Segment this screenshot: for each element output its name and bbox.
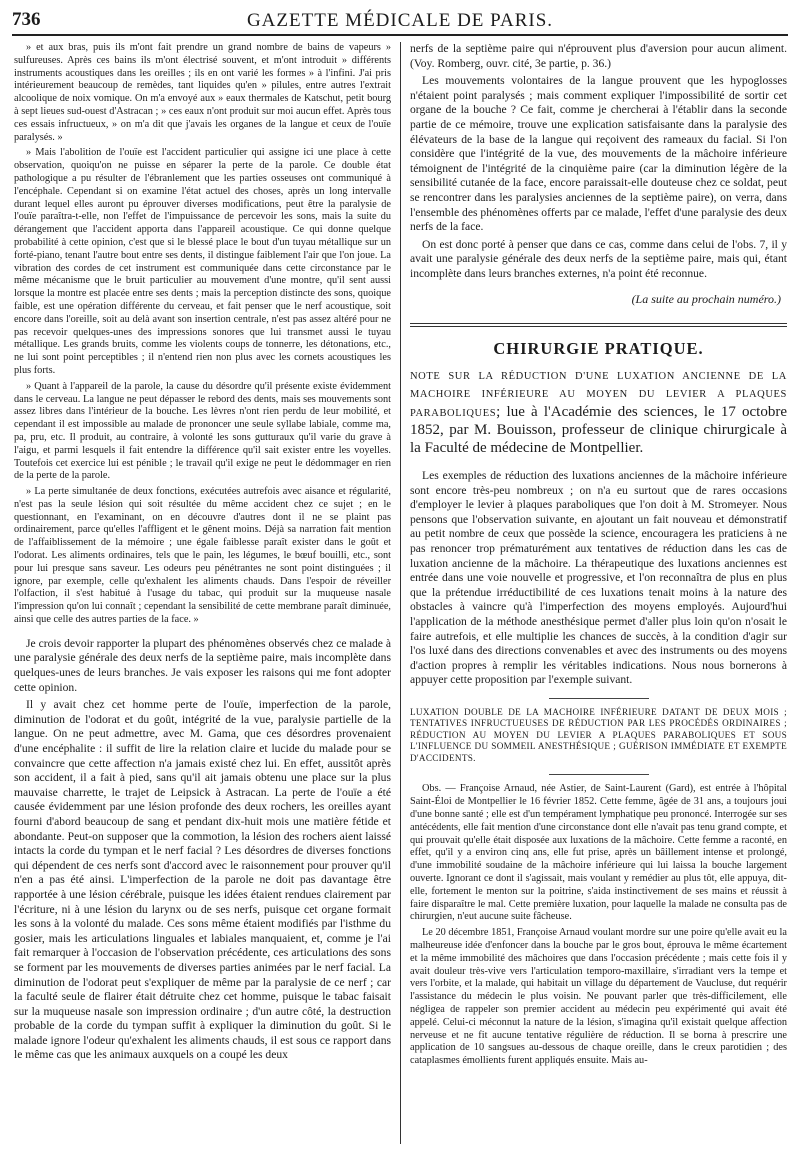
observation-heading: LUXATION DOUBLE DE LA MACHOIRE INFÉRIEURE DATANT DE DEUX MOIS ; TENTATIVES INFRUCTUEUSES DE RÉDUCTION PAR LES PROCÉDÉS ORDINAIRES ; RÉDUCTION AU MOYEN DU LEVIER A PLAQUES PARABOLIQUES ET SOUS L'INFLUENCE DU SOMMEIL ANESTHÉSIQUE ; GUÉRISON IMMÉDIATE ET EXEMPTE D'ACCIDENTS.: [410, 706, 787, 763]
body-paragraph: Il y avait chez cet homme perte de l'ouïe, imperfection de la parole, diminution de l'odorat et du goût, intégrité de la vue, paralysie partielle de la langue. On ne peut admettre, avec M. Gama, que ces désordres provenaient d'une encéphalite : il suffit de lire la relation claire et lucide du malade pour se convaincre que cette affection n'a jamais existé chez lui. En effet, aussitôt après son accident, il a fait à pied, sans qu'il ait jamais obtenu une place sur la plus mauvaise charrette, le trajet de Leipsick à Astracan. La perte de l'ouïe a été causée évidemment par une lésion profonde des deux rochers, les oreilles ayant fourni d'abord beaucoup de sang et pendant dix-huit mois une matière fétide et abondante. Peut-on supposer que la commotion, la lésion des rochers aient laissé intacts la corde du tympan et le nerf facial ? Les désordres de diverses fonctions qui dépendent de ces nerfs sont d'accord avec le raisonnement pour prouver qu'il n'en a pas été ainsi. L'imperfection de la parole ne doit pas davantage être rapportée à une lésion cérébrale, puisque les idées étaient rendues clairement par l'écriture, ni à une lésion du larynx ou de ses nerfs, puisque cet organe formait les sons à la volonté du malade. Ces sons même étaient modifiés par l'isthme du gosier, mais les articulations linguales et labiales manquaient, et, comme je l'ai fait remarquer à l'occasion de l'observation précédente, ces articulations des sons se forment par les mouvements de diverses parties animées par le nerf facial. La diminution de l'odorat peut s'expliquer de même par la paralysie de ce nerf ; car la faculté seule de flairer était détruite chez cet homme, puisque le tabac faisait sur la muqueuse nasale son impression ordinaire ; d'un autre côté, la destruction probable de la corde du tympan suffit à expliquer la diminution du goût. Si le malade ignore l'odeur qu'exhalent les aliments chauds, il est sous ce rapport dans le même cas que les animaux auxquels on a coupé les deux: [14, 698, 391, 1062]
column-divider: [400, 42, 401, 1144]
page-header: [12, 8, 788, 36]
article-title-rest: ; lue à l'Académie des sciences, le 17 octobre 1852, par M. Bouisson, professeur de clinique chirurgicale à la Faculté de médecine de Montpellier.: [410, 403, 787, 456]
article-title: [410, 367, 787, 458]
left-column: [14, 42, 391, 1142]
quote-paragraph: » La perte simultanée de deux fonctions, exécutées autrefois avec aisance et régularité, n'est pas la seule lésion qui soit résultée du même accident chez ce sujet ; en le questionnant, en l'examinant, on en découvre d'autres dont il ne se plaint pas ordinairement, parce qu'elles l'affligent et le gênent moins. Déjà sa narration fait mention de l'affaiblissement de la mémoire ; une égale faiblesse paraît exister dans le goût et l'odorat. Les aliments ordinaires, tels que le pain, les légumes, le bœuf bouilli, etc., sont pour lui presque sans saveur. Les odeurs peu pénétrantes ne sont point distinguées ; il ignore, par exemple, celle qu'exhalent les aliments chauds. Dans l'espoir de réveiller l'olfaction, il s'est habitué à l'usage du tabac, qui produit sur la muqueuse nasale l'impression qu'on lui connaît ; cependant la sensibilité de cette membrane paraît diminuée, ainsi que celle des autres parties de la face. »: [14, 486, 391, 626]
quote-paragraph: » et aux bras, puis ils m'ont fait prendre un grand nombre de bains de vapeurs » sulfureuses. Après ces bains ils m'ont électrisé souvent, et m'ont introduit » différents instruments acoustiques dans les oreilles ; ils en ont varié les formes » à l'infini. J'ai pris intérieurement beaucoup de remèdes, tant liquides qu'en » pilules, entre autres l'extrait alcoolique de noix vomique. On m'a envoyé aux » eaux thermales de Katschut, petit bourg à sept lieues sud-ouest d'Astracan ; » ces eaux n'ont produit sur moi aucun effet. Après tous ces essais infructueux, » on m'a dit que j'avais les organes de la langue et ceux de l'ouïe paralysés. »: [14, 42, 391, 143]
observation-paragraph: Obs. — Françoise Arnaud, née Astier, de Saint-Laurent (Gard), est entrée à l'hôpital Saint-Éloi de Montpellier le 16 février 1852. Cette femme, âgée de 31 ans, a toujours joui d'une bonne santé ; elle est d'un tempérament lymphatique peu prononcé. Interrogée sur ses antécédents, elle fait mention d'une circonstance dont elle n'avait pas tenu grand compte, et qui prouvait qu'elle était disposée aux luxations de la mâchoire. Cette femme a raconté, en effet, qu'il y a environ cinq ans, elle fut prise, après un bâillement intense et prolongé, d'une immobilité soudaine de la mâchoire inférieure qui lui laissa la bouche largement ouverte. Ignorant ce dont il s'agissait, mais voulant y remédier au plus tôt, elle appuya, dit-elle, fortement le menton sur la poitrine, s'aida instinctivement de ses mains et réussit à faire disparaître le mal. Cette première luxation, pour laquelle la malade ne consulta pas de chirurgien, n'eut aucune suite fâcheuse.: [410, 783, 787, 923]
quote-paragraph: » Mais l'abolition de l'ouïe est l'accident particulier qui assigne ici une place à cette observation, quoiqu'on ne puisse en séparer la perte de la parole. Ce double état pathologique a pu résulter de l'ébranlement que les parties osseuses ont communiqué à l'encéphale. Cependant si on examine l'état actuel des choses, après un long intervalle durant lequel elles auront pu éprouver diverses modifications, peut être la paralysie de l'ouïe paraîtra-t-elle, non l'effet de l'impuissance de percevoir les sons, mais la suite du dérangement que l'accident apporta dans l'appareil acoustique. Ce qui donne quelque probabilité à cette opinion, c'est que si le blessé place le bout d'un tuyau métallique sur un forté-piano, tenant l'autre bout entre ses dents, il distingue faiblement l'air que l'on joue. La vibration des cordes de cet instrument est communiquée dans cette circonstance par le même mécanisme que le bruit particulier au mouvement d'une montre, qu'il sent aussi lorsque la montre est placée entre ses dents ; mais la perception distincte des sons, quoique faible, est une opération différente du cerveau, et fait penser que le nerf acoustique, soit encore dans l'oreille, soit au delà avant son insertion centrale, n'est pas assez altéré pour ne pas recevoir quelques-unes des impressions sonores que lui transmet aussi le tuyau métallique. Les grands bruits, comme les violents coups de tonnerre, les détonations, etc., ne lui sont point perceptibles ; il n'entend rien non plus avec les cornets acoustiques les plus forts.: [14, 147, 391, 376]
section-title: CHIRURGIE PRATIQUE.: [493, 338, 704, 358]
short-divider: [549, 774, 649, 775]
quote-paragraph: » Quant à l'appareil de la parole, la cause du désordre qu'il présente existe évidemment dans le cerveau. La langue ne peut dépasser le rebord des dents, mais ses mouvements sont assez libres dans l'intérieur de la bouche. Les lèvres n'ont rien perdu de leur mobilité, et cependant il est impossible au malade de prononcer une seule syllabe labiale, comme ma, pa, pru, etc. Il produit, au contraire, à volonté les sons gutturaux qu'il varie du grave à l'aigu, et parmi lesquels il fait entendre la différence qu'il sait exister entre les voyelles. Toutefois cet exercice lui est pénible ; le travail qu'il exige ne peut le dédommager en rien de la perte de la parole.: [14, 380, 391, 482]
continuation-note: (La suite au prochain numéro.): [631, 291, 781, 306]
journal-title: GAZETTE MÉDICALE DE PARIS.: [246, 10, 554, 31]
body-paragraph: Les mouvements volontaires de la langue prouvent que les hypoglosses n'étaient point paralysés ; mais comment expliquer l'impossibilité de sortir cet organe de la bouche ? Ce fait, comme je chercherai à l'établir dans la seconde partie de ce mémoire, trouve une explication satisfaisante dans la paralysie des élévateurs de la base de la langue qui reçoivent des rameaux du facial. Si l'on considère que l'intégrité de la vue, des mouvements de la mâchoire inférieure témoignent de l'intégrité de la cinquième paire (car la diminution légère de la sensibilité cutanée de la face, encore paraissait-elle douteuse chez ce soldat, peut se rencontrer dans les paralysies anciennes de la septième paire), on verra, dans l'ensemble des phénomènes offerts par ce malade, l'effet d'une paralysie des deux nerfs de la face.: [410, 74, 787, 234]
observation-paragraph: Le 20 décembre 1851, Françoise Arnaud voulant mordre sur une poire qu'elle avait eu la malheureuse idée d'enfoncer dans la bouche par le gros bout, éprouva le même écartement et la même immobilité des mâchoires que dans l'occasion précédente ; mais cette fois il y avait douleur très-vive vers l'articulation temporo-maxillaire, s'irradiant vers la tempe et vers l'orbite, et la malade, qui habitait un village du département de Vaucluse, dut requérir l'assistance du médecin le plus voisin. Ne pouvant parler que très-difficilement, elle négligea de rappeler son premier accident au médecin peu expérimenté qui avait été appelé. Celui-ci méconnut la nature de la lésion, s'imagina qu'il existait quelque affection nerveuse et ne fit aucune tentative régulière de réduction. Il se borna à prescrire une application de 10 sangsues au-dessous de chaque oreille, dans le creux parotidien ; des cataplasmes émollients furent appliqués ensuite. Mais au-: [410, 927, 787, 1067]
page-number: 736: [12, 9, 41, 30]
body-paragraph: On est donc porté à penser que dans ce cas, comme dans celui de l'obs. 7, il y avait une paralysie générale des deux nerfs de la septième paire, mais qui, étant incomplète dans leurs branches externes, n'a point été reconnue.: [410, 237, 787, 280]
article-title-caps: NOTE SUR LA RÉDUCTION D'UNE LUXATION ANCIENNE DE LA MACHOIRE INFÉRIEURE AU MOYEN DU LEVIER A PLAQUES PARABOLIQUES: [410, 370, 787, 419]
body-paragraph: nerfs de la septième paire qui n'éprouvent plus d'aversion pour aucun aliment. (Voy. Romberg, ouvr. cité, 3e partie, p. 36.): [410, 42, 787, 70]
right-column: [410, 42, 787, 1142]
body-paragraph: Je crois devoir rapporter la plupart des phénomènes observés chez ce malade à une paralysie générale des deux nerfs de la septième paire, mais incomplète dans quelques-unes de leurs branches. Je vais exposer les raisons qui me font adopter cette opinion.: [14, 636, 391, 694]
section-rule: [410, 323, 787, 327]
intro-paragraph: Les exemples de réduction des luxations anciennes de la mâchoire inférieure sont encore très-peu nombreux ; on n'a eu surtout que de rares occasions d'employer le levier à plaques paraboliques que l'on doit à M. Stromeyer. Nous pensons que l'observation suivante, en ajoutant un fait nouveau et démonstratif au petit nombre de ceux que possède la science, encouragera les praticiens à ne pas renoncer trop prématurément aux tentatives de réduction dans les cas de luxation ancienne de la mâchoire. La thérapeutique des luxations anciennes est entrée dans une voie nouvelle et progressive, et l'on reconnaîtra de plus en plus que la prétendue irréductibilité de ces luxations tenait moins à la nature des obstacles à vaincre qu'à l'imperfection des moyens employés. Aujourd'hui l'application de la méthode anesthésique permet d'aller plus loin qu'on n'osait le faire autrefois, et elle multiplie les chances de succès, à la condition d'agir sur l'os luxé dans des directions convenables et avec des instruments ou des moyens d'action propres à remplir les véritables indications. Nous nous bornerons à appuyer cette proposition par l'exemple suivant.: [410, 469, 787, 687]
short-divider: [549, 698, 649, 699]
